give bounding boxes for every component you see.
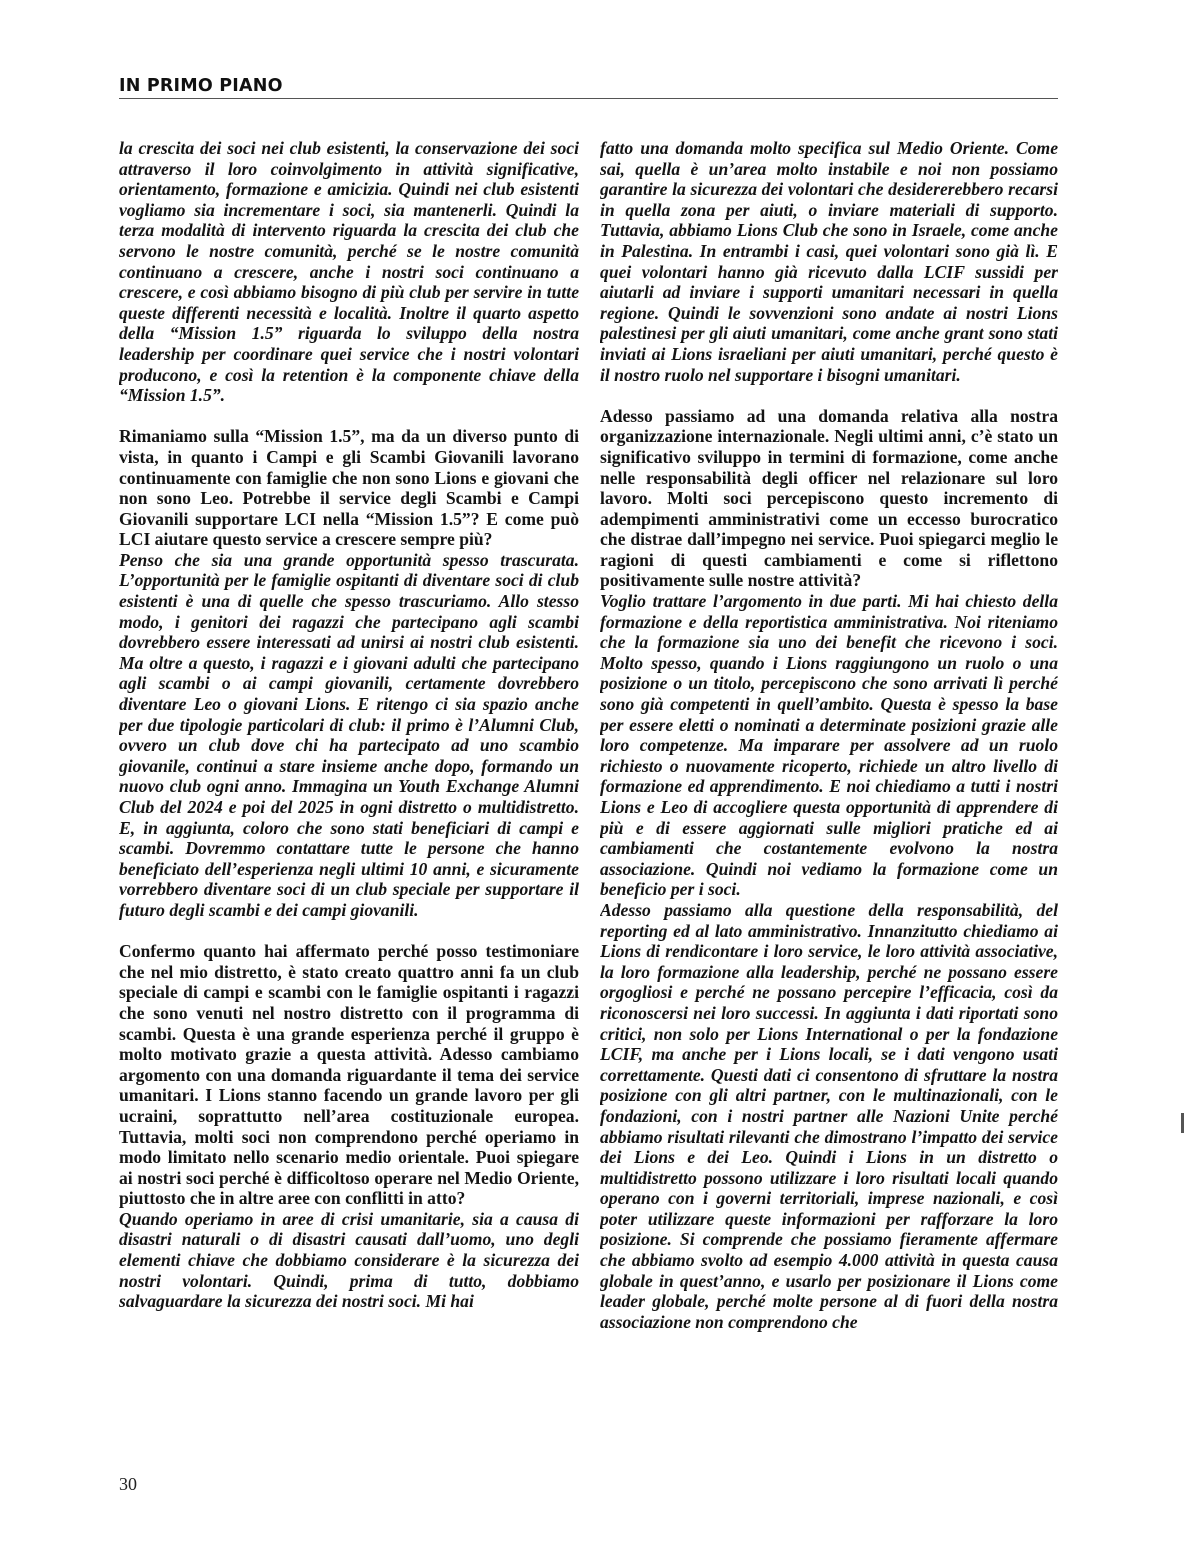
edge-mark [1181,1113,1184,1133]
paragraph-answer-opportunity: Penso che sia una grande opportunità spesso trascurata. L’opportunità per le famiglie ospitanti di diventare soci di club esistenti è una di quelle che spesso trascuriamo. Allo stesso modo, i genitori dei ragazzi che partecipano agli scambi dovrebbero essere interessati ad unirsi ai nostri club esistenti. Ma oltre a questo, i ragazzi e i giovani adulti che partecipano agli scambi o ai campi giovanili, certamente dovrebbero diventare Leo o giovani Lions. E ritengo ci sia spazio anche per due tipologie particolari di club: il primo è l’Alumni Club, ovvero un club dove chi ha partecipato ad uno scambio giovanile, continui a stare insieme anche dopo, formando un nuovo club ogni anno. Immagina un Youth Exchange Alumni Club del 2024 e poi del 2025 in ogni distretto o multidistretto. E, in aggiunta, coloro che sono stati beneficiari di campi e scambi. Dovremmo contattare tutte le persone che hanno beneficiato dell’esperienza negli ultimi 10 anni, e sicuramente vorrebbero diventare soci di un club speciale per supportare il futuro degli scambi e dei campi giovanili. [119,549,579,920]
paragraph-answer-middle-east: fatto una domanda molto specifica sul Medio Oriente. Come sai, quella è un’area molto instabile e noi non possiamo garantire la sicurezza dei volontari che desidererebbero recarsi in quella zona per aiuti, o inviare materiali di supporto. Tuttavia, abbiamo Lions Club che sono in Israele, come anche in Palestina. In entrambi i casi, quei volontari sono già lì. E quei volontari hanno già ricevuto dalla LCIF sussidi per aiutarli ad inviare i supporti umanitari necessari in quella regione. Quindi le sovvenzioni sono andate ai nostri Lions palestinesi per gli aiuti umanitari, come anche grant sono stati inviati ai Lions israeliani per aiuti umanitari, perché questo è il nostro ruolo nel supportare i bisogni umanitari. [600,138,1058,385]
header-divider [119,98,1058,99]
section-title: IN PRIMO PIANO [119,76,283,96]
paragraph-answer-crisis: Quando operiamo in aree di crisi umanitarie, sia a causa di disastri naturali o di disastri causati dall’uomo, uno degli elementi chiave che dobbiamo considerare è la sicurezza dei nostri volontari. Quindi, prima di tutto, dobbiamo salvaguardare la sicurezza dei nostri soci. Mi hai [119,1208,579,1312]
paragraph-question-mission: Rimaniamo sulla “Mission 1.5”, ma da un diverso punto di vista, in quanto i Campi e gli Scambi Giovanili lavorano continuamente con famiglie che non sono Lions e giovani che non sono Leo. Potrebbe il service degli Scambi e Campi Giovanili supportare LCI nella “Mission 1.5”? E come può LCI aiutare questo service a crescere sempre più? [119,426,579,550]
paragraph-question-middle-east: Confermo quanto hai affermato perché posso testimoniare che nel mio distretto, è stato creato quattro anni fa un club speciale di campi e scambi con le famiglie ospitanti i ragazzi che sono venuti nel nostro distretto con il programma di scambi. Questa è una grande esperienza perché il gruppo è molto motivato grazie a questa attività. Adesso cambiamo argomento con una domanda riguardante il tema dei service umanitari. I Lions stanno facendo un grande lavoro per gli ucraini, soprattutto nell’area costituzionale europea. Tuttavia, molti soci non comprendono perché operiamo in modo limitato nello scenario medio orientale. Puoi spiegare ai nostri soci perché è difficoltoso operare nel Medio Oriente, piuttosto che in altre aree con conflitti in atto? [119,941,579,1209]
paragraph-answer-reporting: Adesso passiamo alla questione della responsabilità, del reporting ed al lato amministrativo. Innanzitutto chiediamo ai Lions di rendicontare i loro service, le loro attività associative, la loro formazione alla leadership, perché ne possano essere orgogliosi e perché ne possano percepire l’efficacia, così da riconoscersi nei loro successi. In aggiunta i dati riportati sono critici, non solo per Lions International o per la fondazione LCIF, ma anche per i Lions locali, se i dati vengono usati correttamente. Questi dati ci consentono di sfruttare la nostra posizione con gli altri partner, con le multinazionali, con le fondazioni, con i nostri partner alle Nazioni Unite perché abbiamo risultati rilevanti che dimostrano l’impatto dei service dei Lions e dei Leo. Quindi i Lions in un distretto o multidistretto possono utilizzare i loro risultati locali quando operano con i governi territoriali, imprese nazionali, e così poter utilizzare queste informazioni per rafforzare la loro posizione. Si comprende che possiamo fieramente affermare che abbiamo svolto ad esempio 4.000 attività in questa causa globale in quest’anno, e usarlo per posizionare il Lions come leader globale, perché molte persone al di fuori della nostra associazione non comprendono che [600,899,1058,1332]
page-number: 30 [119,1474,137,1494]
paragraph-answer-training: Voglio trattare l’argomento in due parti. Mi hai chiesto della formazione e della reportistica amministrativa. Noi riteniamo che la formazione sia uno dei benefit che ricevono i soci. Molto spesso, quando i Lions raggiungono un ruolo o una posizione o un titolo, percepiscono che sono arrivati lì perché sono già competenti in quell’ambito. Questa è spesso la base per essere eletti o nominati a determinate posizioni grazie alle loro competenze. Ma imparare per assolvere ad un ruolo richiesto o nuovamente ricoperto, richiede un altro livello di formazione ed apprendimento. E noi chiediamo a tutti i nostri Lions e Leo di accogliere questa opportunità di apprendere di più e di essere aggiornati sulle migliori pratiche ed ai cambiamenti che costantemente evolvono la nostra associazione. Quindi noi vediamo la formazione come un beneficio per i soci. [600,591,1058,900]
right-column [600,138,1058,1438]
left-column [119,138,579,1438]
paragraph-answer-continued: la crescita dei soci nei club esistenti, la conservazione dei soci attraverso il loro coinvolgimento in attività significative, orientamento, formazione e amicizia. Quindi nei club esistenti vogliamo sia incrementare i soci, sia mantenerli. Quindi la terza modalità di intervento riguarda la crescita dei club che servono le nostre comunità, perché se le nostre comunità continuano a crescere, anche i nostri soci continuano a crescere, e così abbiamo bisogno di più club per servire in tutte queste differenti necessità e località. Inoltre il quarto aspetto della “Mission 1.5” riguarda lo sviluppo della nostra leadership per coordinare quei service che i nostri volontari producono, e così la retention è la componente chiave della “Mission 1.5”. [119,138,579,406]
paragraph-question-organization: Adesso passiamo ad una domanda relativa alla nostra organizzazione internazionale. Negli ultimi anni, c’è stato un significativo sviluppo in termini di formazione, come anche nelle responsabilità degli officer nel relazionare sul loro lavoro. Molti soci percepiscono questo incremento di adempimenti amministrativi come un eccesso burocratico che distrae dall’impegno nei service. Puoi spiegarci meglio le ragioni di questi cambiamenti e come si riflettono positivamente sulle nostre attività? [600,405,1058,591]
